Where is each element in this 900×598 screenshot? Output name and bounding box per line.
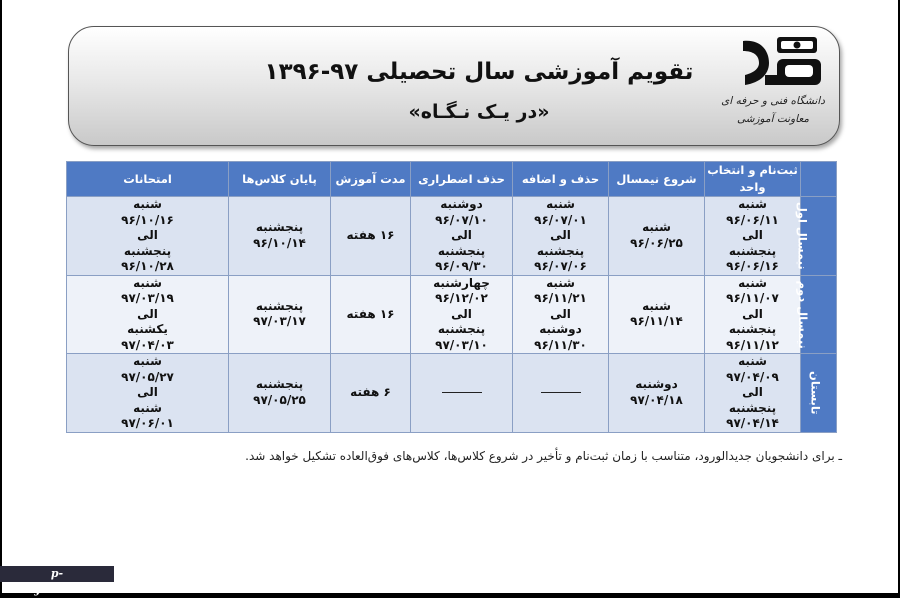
column-header: شروع نیمسال <box>609 162 705 197</box>
semester-label: نیمسال اول <box>795 201 810 270</box>
table-cell: شنبه ۹۶/۰۶/۲۵ <box>609 197 705 276</box>
table-cell: شنبه ۹۶/۱۰/۱۶ الی پنجشنبه ۹۶/۱۰/۲۸ <box>67 197 229 276</box>
column-header: پایان کلاس‌ها <box>229 162 331 197</box>
table-cell: ۱۶ هفته <box>331 197 411 276</box>
table-cell: شنبه ۹۶/۰۷/۰۱ الی پنجشنبه ۹۶/۰۷/۰۶ <box>513 197 609 276</box>
table-cell: شنبه ۹۷/۰۳/۱۹ الی یکشنبه ۹۷/۰۴/۰۳ <box>67 275 229 354</box>
watermark-url: p-malayer.nus.ac.ir <box>0 566 114 582</box>
semester-label: نیمسال دوم <box>795 280 810 349</box>
table-cell: شنبه ۹۷/۰۵/۲۷ الی شنبه ۹۷/۰۶/۰۱ <box>67 354 229 433</box>
column-header: مدت آموزش <box>331 162 411 197</box>
table-cell: پنجشنبه ۹۷/۰۵/۲۵ <box>229 354 331 433</box>
document-page <box>2 0 898 593</box>
table-cell: شنبه ۹۷/۰۴/۰۹ الی پنجشنبه ۹۷/۰۴/۱۴ <box>705 354 801 433</box>
header-corner-cell <box>801 162 837 197</box>
semester-label-cell <box>795 275 837 354</box>
table-cell: شنبه ۹۶/۱۱/۲۱ الی دوشنبه ۹۶/۱۱/۳۰ <box>513 275 609 354</box>
footnote: ـ برای دانشجویان جدیدالورود، متناسب با زمان ثبت‌نام و تأخیر در شروع کلاس‌ها، کلاس‌های فوق‌العاده تشکیل خواهد شد. <box>245 449 842 463</box>
column-header: ثبت‌نام و انتخاب واحد <box>705 162 801 197</box>
table-cell: دوشنبه ۹۷/۰۴/۱۸ <box>609 354 705 433</box>
table-cell: پنجشنبه ۹۷/۰۳/۱۷ <box>229 275 331 354</box>
table-header-row <box>67 162 837 197</box>
logo-mark-icon <box>721 35 825 93</box>
academic-calendar-table <box>66 161 837 433</box>
column-header: حذف اضطراری <box>411 162 513 197</box>
page-title: تقویم آموزشی سال تحصیلی ۹۷-۱۳۹۶ <box>264 59 694 85</box>
title-banner <box>68 26 840 146</box>
table-row <box>67 275 837 354</box>
table-cell: شنبه ۹۶/۱۱/۰۷ الی پنجشنبه ۹۶/۱۱/۱۲ <box>705 275 801 354</box>
logo-line1: دانشگاه فنی و حرفه ای <box>721 95 825 107</box>
table-cell: دوشنبه ۹۶/۰۷/۱۰ الی پنجشنبه ۹۶/۰۹/۳۰ <box>411 197 513 276</box>
table-cell-empty <box>513 354 609 433</box>
table-cell: ۱۶ هفته <box>331 275 411 354</box>
column-header: امتحانات <box>67 162 229 197</box>
column-header: حذف و اضافه <box>513 162 609 197</box>
dash-placeholder <box>541 392 581 393</box>
table-cell: شنبه ۹۶/۰۶/۱۱ الی پنجشنبه ۹۶/۰۶/۱۶ <box>705 197 801 276</box>
table-cell: شنبه ۹۶/۱۱/۱۴ <box>609 275 705 354</box>
table-cell: چهارشنبه ۹۶/۱۲/۰۲ الی پنجشنبه ۹۷/۰۳/۱۰ <box>411 275 513 354</box>
table-cell: ۶ هفته <box>331 354 411 433</box>
logo-line2: معاونت آموزشی <box>736 113 810 125</box>
table-cell-empty <box>411 354 513 433</box>
semester-label-cell <box>801 354 837 433</box>
table-row <box>67 197 837 276</box>
table-row <box>67 354 837 433</box>
dash-placeholder <box>442 392 482 393</box>
semester-label: تابستان <box>808 371 823 415</box>
page-subtitle: «در یـک نـگـاه» <box>408 101 550 123</box>
university-logo <box>719 35 827 130</box>
table-cell: پنجشنبه ۹۶/۱۰/۱۴ <box>229 197 331 276</box>
semester-label-cell <box>795 197 837 276</box>
